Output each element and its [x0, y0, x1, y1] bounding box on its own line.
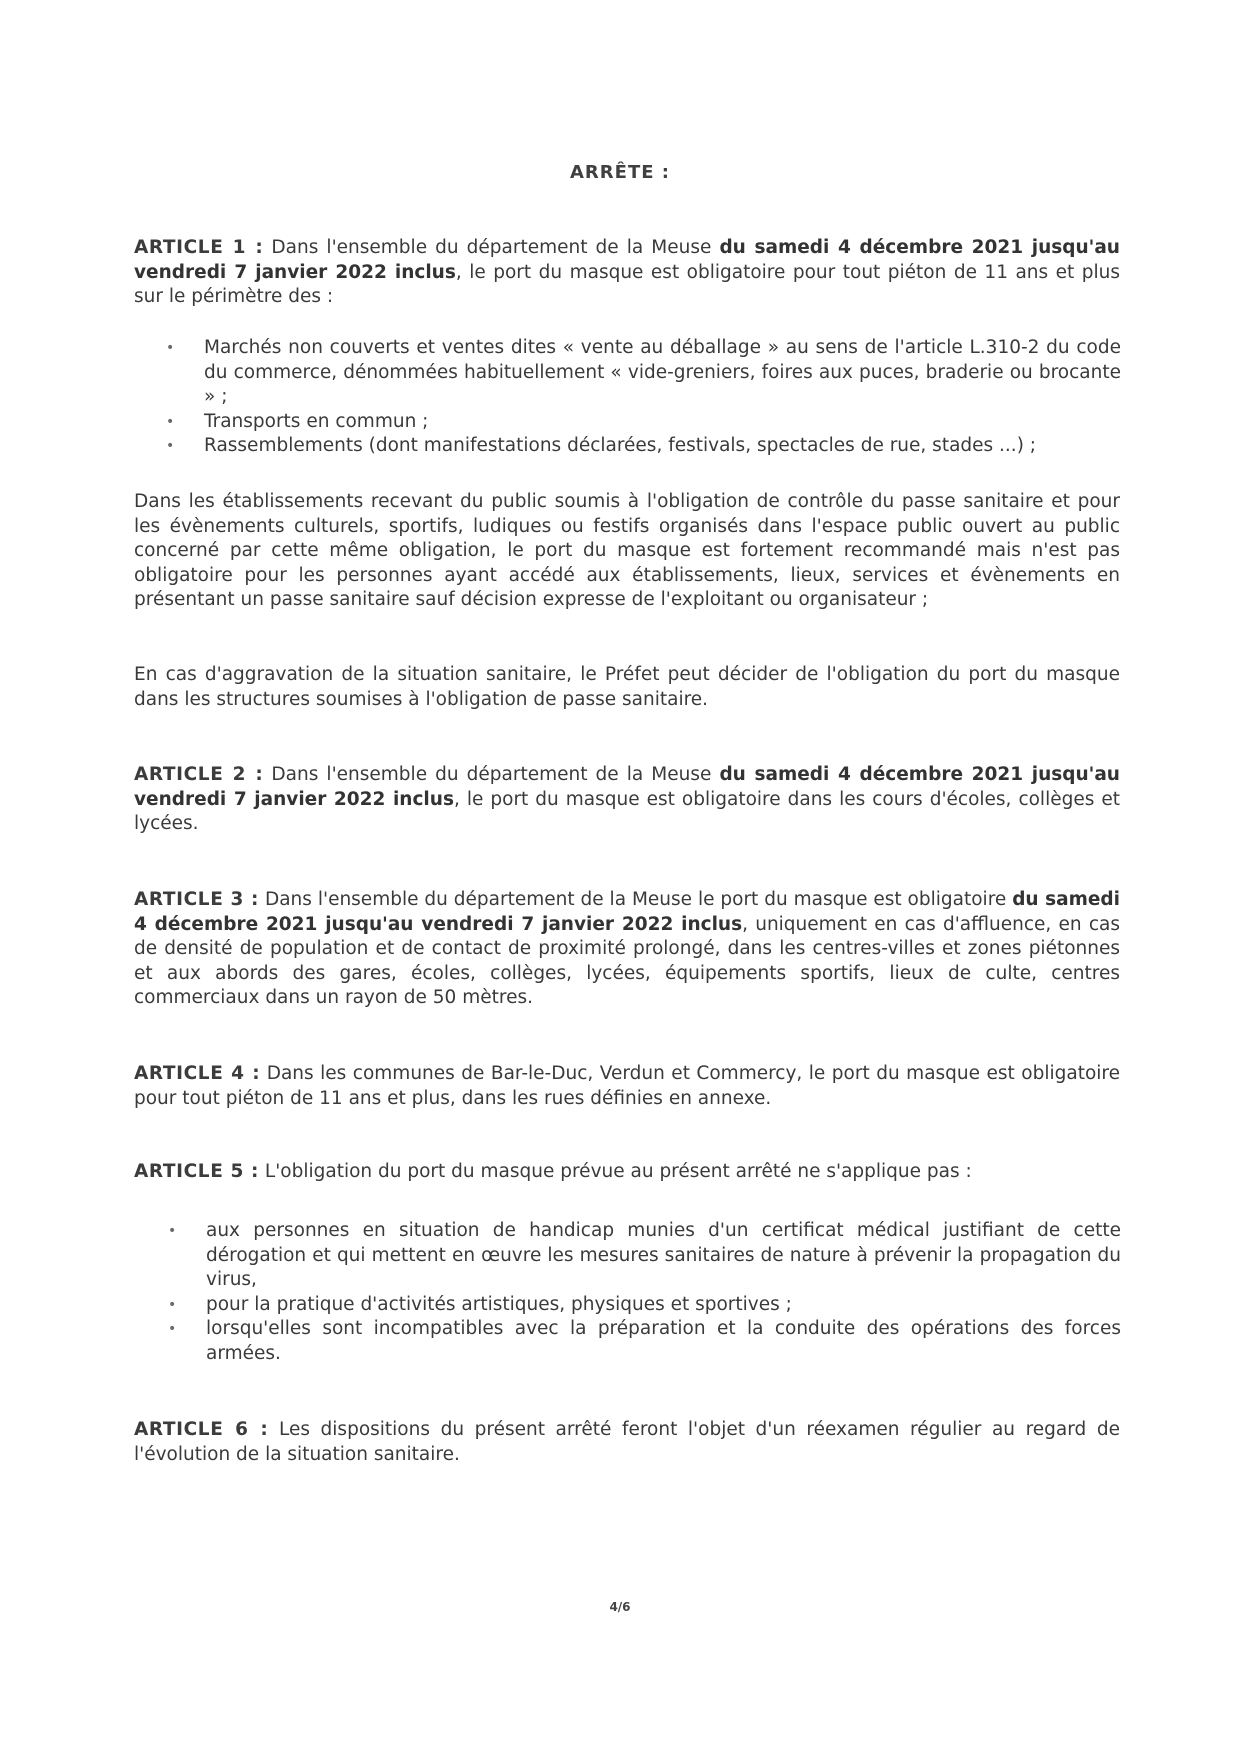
bullet-icon: •: [168, 1223, 177, 1239]
article-2-label: ARTICLE 2 :: [134, 764, 264, 785]
list-item: • pour la pratique d'activités artistiques, physiques et sportives ;: [168, 1293, 1121, 1318]
article-1-text-a: Dans l'ensemble du département de la Meuse: [263, 237, 720, 258]
bullet-icon: •: [166, 340, 175, 356]
list-item: • aux personnes en situation de handicap munies d'un certificat médical justifiant de cette dérogation et qui mettent en œuvre les mesures sanitaires de nature à prévenir la propagation du virus,: [168, 1220, 1121, 1290]
article-3: ARTICLE 3 : Dans l'ensemble du département de la Meuse le port du masque est obligatoire du samedi 4 décembre 2021 jusqu'au vendredi 7 janvier 2022 inclus, uniquement en cas d'affluence, en cas de densité de population et de contact de proximité prolongé, dans les centres-villes et zones piétonnes et aux abords des gares, écoles, collèges, lycées, équipements sportifs, lieux de culte, centres commerciaux dans un rayon de 50 mètres.: [134, 889, 1120, 1008]
article-2: ARTICLE 2 : Dans l'ensemble du département de la Meuse du samedi 4 décembre 2021 jusqu'au vendredi 7 janvier 2022 inclus, le port du masque est obligatoire dans les cours d'écoles, collèges et lycées.: [134, 764, 1120, 834]
bullet-icon: •: [168, 1321, 177, 1337]
article-5-label: ARTICLE 5 :: [134, 1161, 259, 1182]
page-number: 4/6: [609, 1600, 631, 1614]
article-4-label: ARTICLE 4 :: [134, 1063, 261, 1084]
article-5-list: [168, 1219, 1121, 1366]
list-item: • Rassemblements (dont manifestations déclarées, festivals, spectacles de rue, stades ...) ;: [166, 434, 1121, 459]
list-item: • Marchés non couverts et ventes dites « vente au déballage » au sens de l'article L.310-2 du code du commerce, dénommées habituellement « vide-greniers, foires aux puces, braderie ou brocante » ;: [166, 337, 1121, 407]
article-1-paragraph-3: En cas d'aggravation de la situation sanitaire, le Préfet peut décider de l'obligation du port du masque dans les structures soumises à l'obligation de passe sanitaire.: [134, 664, 1120, 710]
article-3-dates: du samedi 4 décembre 2021 jusqu'au vendredi 7 janvier 2022 inclus: [134, 889, 1120, 935]
list-item: • Transports en commun ;: [166, 410, 1121, 435]
list-item: • lorsqu'elles sont incompatibles avec la préparation et la conduite des opérations des forces armées.: [168, 1318, 1121, 1364]
article-1-dates: du samedi 4 décembre 2021 jusqu'au vendredi 7 janvier 2022 inclus: [134, 237, 1120, 283]
decree-heading: ARRÊTE :: [570, 162, 670, 183]
article-6: ARTICLE 6 : Les dispositions du présent arrêté feront l'objet d'un réexamen régulier au regard de l'évolution de la situation sanitaire.: [134, 1419, 1120, 1465]
article-5: ARTICLE 5 : L'obligation du port du masque prévue au présent arrêté ne s'applique pas :: [134, 1161, 972, 1182]
article-1-paragraph: [134, 236, 1120, 310]
bullet-icon: •: [166, 413, 175, 430]
article-2-dates: du samedi 4 décembre 2021 jusqu'au vendredi 7 janvier 2022 inclus: [134, 764, 1120, 810]
bullet-icon: •: [166, 438, 175, 454]
article-4: ARTICLE 4 : Dans les communes de Bar-le-Duc, Verdun et Commercy, le port du masque est obligatoire pour tout piéton de 11 ans et plus, dans les rues définies en annexe.: [134, 1063, 1120, 1109]
article-1-label: ARTICLE 1 :: [134, 237, 264, 258]
article-1-text-b: , le port du masque est obligatoire pour tout piéton de 11 ans et plus sur le périmètre des :: [134, 261, 1120, 307]
article-1-list: [166, 336, 1121, 459]
article-6-label: ARTICLE 6 :: [134, 1419, 269, 1440]
article-3-label: ARTICLE 3 :: [134, 889, 260, 910]
article-1-paragraph-2: Dans les établissements recevant du public soumis à l'obligation de contrôle du passe sanitaire et pour les évènements culturels, sportifs, ludiques ou festifs organisés dans l'espace public ouvert au public concerné par cette même obligation, le port du masque est fortement recommandé mais n'est pas obligatoire pour les personnes ayant accédé aux établissements, lieux, services et évènements en présentant un passe sanitaire sauf décision expresse de l'exploitant ou organisateur ;: [134, 491, 1120, 610]
bullet-icon: •: [168, 1296, 177, 1313]
article-1: [134, 236, 1120, 310]
